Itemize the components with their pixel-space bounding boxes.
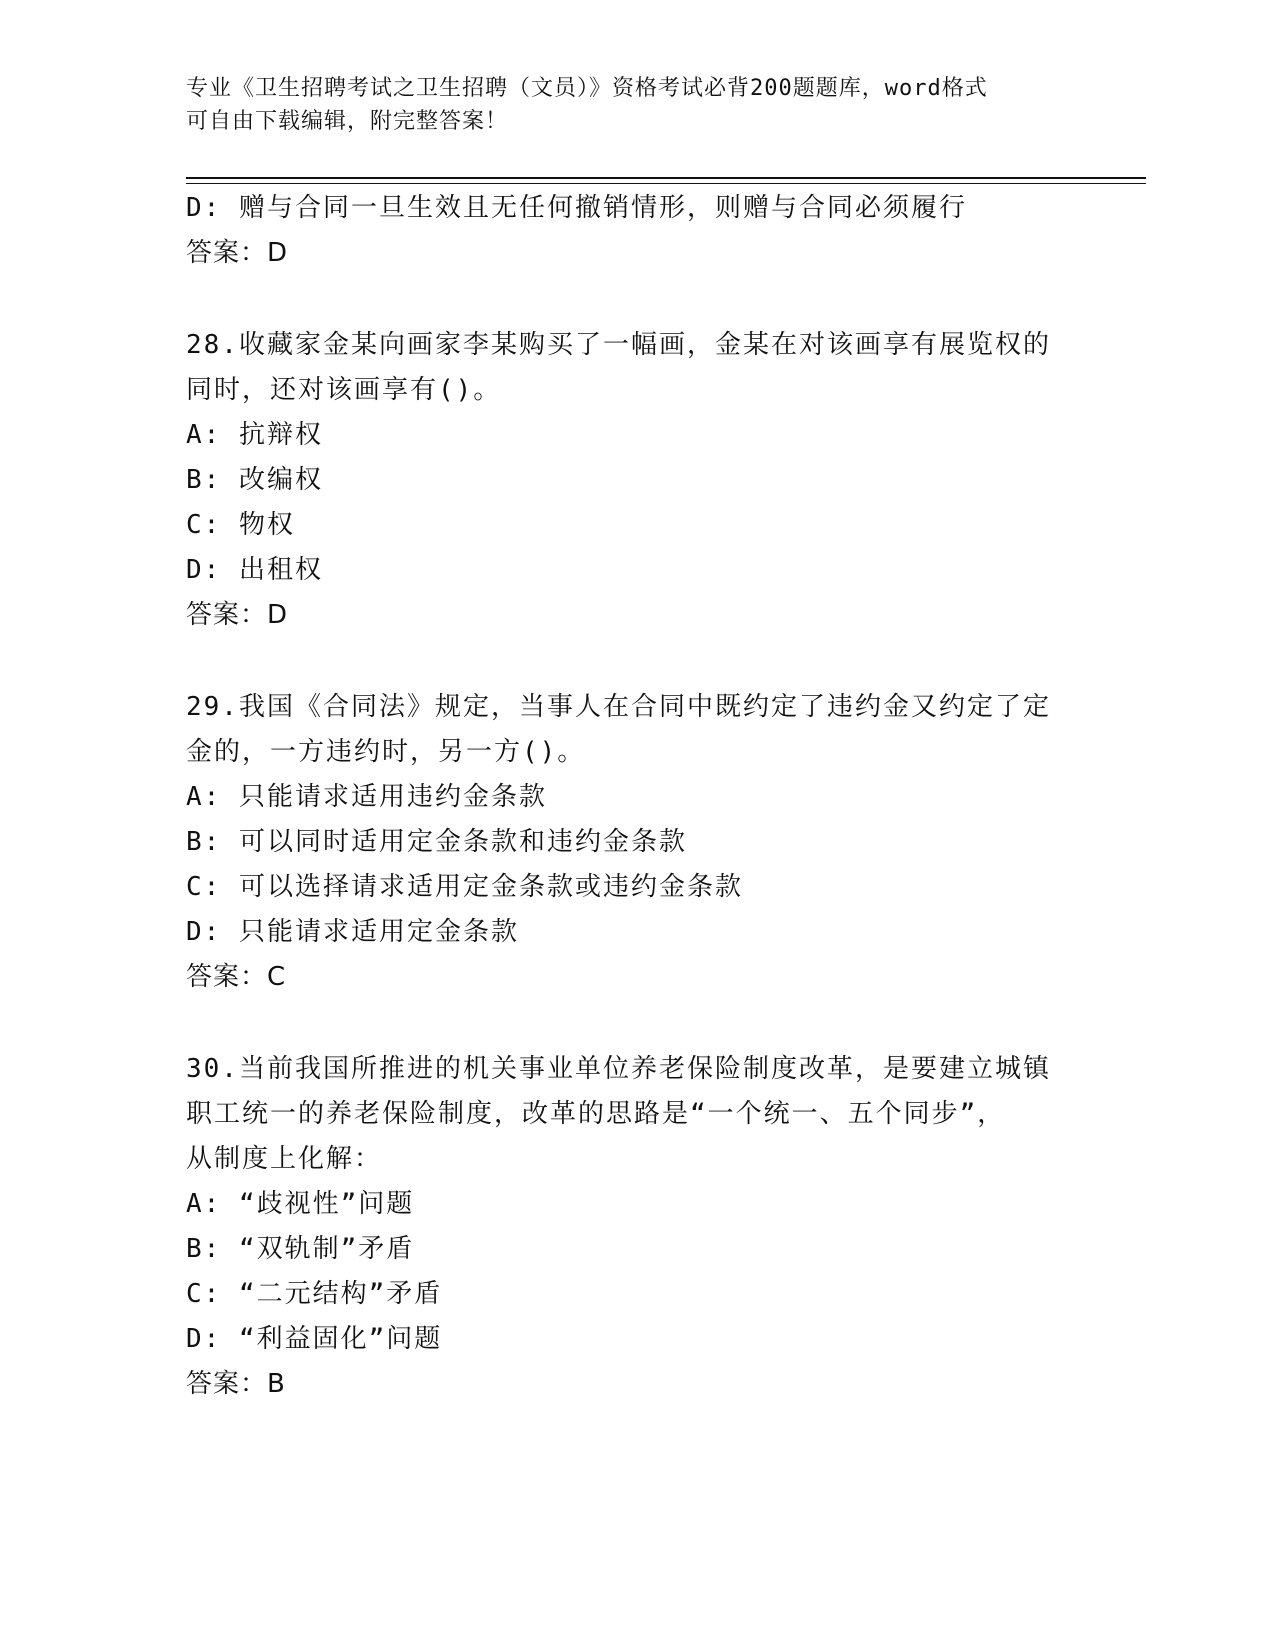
answer-line: 答案：C — [186, 962, 287, 992]
option-d: D: 赠与合同一旦生效且无任何撤销情形，则赠与合同必须履行 — [186, 193, 967, 223]
question-stem-line: 28.收藏家金某向画家李某购买了一幅画，金某在对该画享有展览权的 — [186, 330, 1051, 360]
answer-line: 答案：D — [186, 600, 289, 630]
spacer — [186, 638, 1086, 685]
option-a: A: 只能请求适用违约金条款 — [186, 782, 547, 812]
question-stem-line: 29.我国《合同法》规定，当事人在合同中既约定了违约金又约定了定 — [186, 692, 1051, 722]
question-30 — [186, 1047, 1086, 1407]
option-d: D: 出租权 — [186, 555, 323, 585]
document-header — [186, 72, 1086, 138]
option-c: C: 可以选择请求适用定金条款或违约金条款 — [186, 872, 743, 902]
continued-question — [186, 186, 1086, 276]
question-stem-line: 从制度上化解： — [186, 1144, 383, 1174]
option-b: B: 改编权 — [186, 465, 323, 495]
option-c: C: 物权 — [186, 510, 295, 540]
question-28 — [186, 323, 1086, 638]
option-d: D: 只能请求适用定金条款 — [186, 917, 519, 947]
answer-line: 答案：D — [186, 238, 289, 268]
option-b: B: “双轨制”矛盾 — [186, 1234, 415, 1264]
header-rule-thick — [186, 177, 1146, 179]
option-d: D: “利益固化”问题 — [186, 1324, 443, 1354]
spacer — [186, 1000, 1086, 1047]
header-rule-thin — [186, 183, 1146, 184]
header-line-2: 可自由下载编辑，附完整答案！ — [186, 109, 509, 134]
answer-line: 答案：B — [186, 1369, 286, 1399]
header-line-1: 专业《卫生招聘考试之卫生招聘（文员）》资格考试必背200题题库，word格式 — [186, 76, 988, 101]
option-a: A: 抗辩权 — [186, 420, 323, 450]
option-a: A: “歧视性”问题 — [186, 1189, 415, 1219]
question-stem-line: 职工统一的养老保险制度，改革的思路是“一个统一、五个同步”， — [186, 1099, 1006, 1129]
spacer — [186, 276, 1086, 323]
document-body — [186, 186, 1086, 1407]
option-b: B: 可以同时适用定金条款和违约金条款 — [186, 827, 687, 857]
question-stem-line: 30.当前我国所推进的机关事业单位养老保险制度改革，是要建立城镇 — [186, 1054, 1051, 1084]
option-c: C: “二元结构”矛盾 — [186, 1279, 443, 1309]
question-29 — [186, 685, 1086, 1000]
question-stem-line: 同时，还对该画享有()。 — [186, 375, 502, 405]
question-stem-line: 金的，一方违约时，另一方()。 — [186, 737, 586, 767]
